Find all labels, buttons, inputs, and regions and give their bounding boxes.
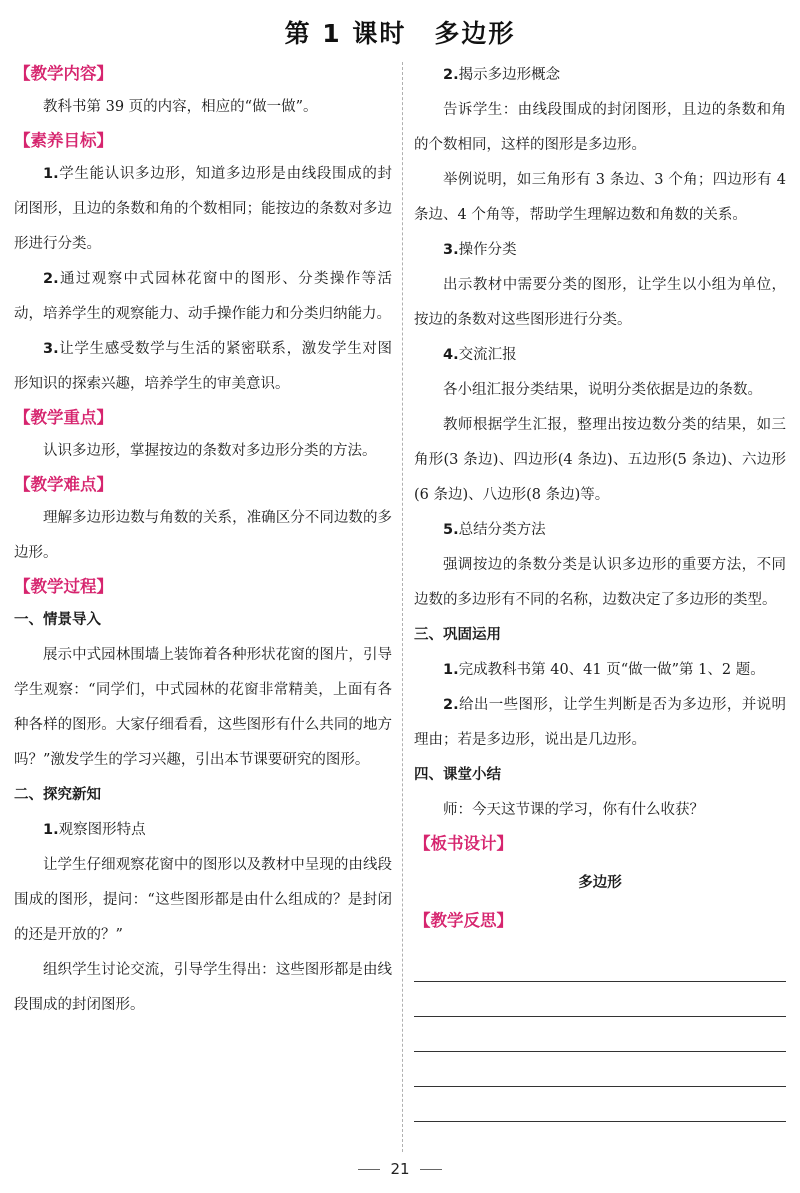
section-intro-text: 展示中式园林围墙上装饰着各种形状花窗的图片，引导学生观察：“同学们，中式园林的花窗非常精美，上面有各种各样的图形。大家仔细看看，这些图形有什么共同的地方吗？”激发学生的学习兴趣，引出本节课要研究的图形。 bbox=[14, 647, 392, 768]
writing-line[interactable] bbox=[414, 1017, 786, 1052]
step-heading: 2.揭示多边形概念 bbox=[443, 67, 561, 83]
board-design-heading: 【板书设计】 bbox=[414, 834, 513, 853]
step-text: 教师根据学生汇报，整理出按边数分类的结果，如三角形(3 条边)、四边形(4 条边)、五边形(5 条边)、六边形(6 条边)、八边形(8 条边)等。 bbox=[414, 417, 786, 503]
step-heading: 5.总结分类方法 bbox=[443, 522, 546, 538]
step-text: 强调按边的条数分类是认识多边形的重要方法，不同边数的多边形有不同的名称，边数决定了多边形的类型。 bbox=[414, 557, 786, 608]
writing-line[interactable] bbox=[414, 1087, 786, 1122]
goal-item: 2.通过观察中式园林花窗中的图形、分类操作等活动，培养学生的观察能力、动手操作能力和分类归纳能力。 bbox=[14, 271, 392, 322]
page-title bbox=[0, 14, 800, 50]
step-text: 组织学生讨论交流，引导学生得出：这些图形都是由线段围成的封闭图形。 bbox=[14, 962, 392, 1013]
key-points-text: 认识多边形，掌握按边的条数对多边形分类的方法。 bbox=[43, 443, 377, 459]
difficult-points-text: 理解多边形边数与角数的关系，准确区分不同边数的多边形。 bbox=[14, 510, 392, 561]
board-design-title: 多边形 bbox=[578, 875, 622, 891]
goal-item: 1.学生能认识多边形，知道多边形是由线段围成的封闭图形，且边的条数和角的个数相同；能按边的条数对多边形进行分类。 bbox=[14, 166, 392, 252]
writing-line[interactable] bbox=[414, 947, 786, 982]
lesson-number: 第 1 课时 bbox=[284, 19, 407, 48]
summary-text: 师：今天这节课的学习，你有什么收获？ bbox=[443, 802, 704, 818]
page-footer bbox=[0, 1160, 800, 1178]
page-number: 21 bbox=[390, 1160, 410, 1178]
goal-item: 3.让学生感受数学与生活的紧密联系，激发学生对图形知识的探索兴趣，培养学生的审美意识。 bbox=[14, 341, 392, 392]
content-heading: 【教学内容】 bbox=[14, 64, 113, 83]
process-heading: 【教学过程】 bbox=[14, 577, 113, 596]
reflection-heading: 【教学反思】 bbox=[414, 911, 513, 930]
step-heading: 4.交流汇报 bbox=[443, 347, 517, 363]
column-divider bbox=[402, 62, 403, 1152]
step-heading: 3.操作分类 bbox=[443, 242, 517, 258]
section-intro-heading: 一、情景导入 bbox=[14, 612, 101, 628]
exercise-item: 2.给出一些图形，让学生判断是否为多边形，并说明理由；若是多边形，说出是几边形。 bbox=[414, 697, 786, 748]
writing-line[interactable] bbox=[414, 1052, 786, 1087]
writing-line[interactable] bbox=[414, 982, 786, 1017]
section-summary-heading: 四、课堂小结 bbox=[414, 767, 501, 783]
step-text: 出示教材中需要分类的图形，让学生以小组为单位，按边的条数对这些图形进行分类。 bbox=[414, 277, 786, 328]
goals-heading: 【素养目标】 bbox=[14, 131, 113, 150]
footer-dash-right bbox=[420, 1169, 442, 1170]
step-text: 举例说明，如三角形有 3 条边、3 个角；四边形有 4 条边、4 个角等，帮助学生理解边数和角数的关系。 bbox=[414, 172, 786, 223]
content-text: 教科书第 39 页的内容，相应的“做一做”。 bbox=[43, 99, 318, 115]
right-column bbox=[414, 58, 786, 1122]
lesson-topic: 多边形 bbox=[434, 19, 516, 48]
step-text: 让学生仔细观察花窗中的图形以及教材中呈现的由线段围成的图形，提问：“这些图形都是由什么组成的？是封闭的还是开放的？” bbox=[14, 857, 392, 943]
section-explore-heading: 二、探究新知 bbox=[14, 787, 101, 803]
reflection-lines bbox=[414, 947, 786, 1122]
exercise-item: 1.完成教科书第 40、41 页“做一做”第 1、2 题。 bbox=[443, 662, 765, 678]
step-text: 各小组汇报分类结果，说明分类依据是边的条数。 bbox=[443, 382, 762, 398]
key-points-heading: 【教学重点】 bbox=[14, 408, 113, 427]
step-text: 告诉学生：由线段围成的封闭图形，且边的条数和角的个数相同，这样的图形是多边形。 bbox=[414, 102, 786, 153]
section-practice-heading: 三、巩固运用 bbox=[414, 627, 501, 643]
left-column bbox=[14, 58, 392, 1023]
difficult-points-heading: 【教学难点】 bbox=[14, 475, 113, 494]
step-heading: 1.观察图形特点 bbox=[43, 822, 146, 838]
footer-dash-left bbox=[358, 1169, 380, 1170]
